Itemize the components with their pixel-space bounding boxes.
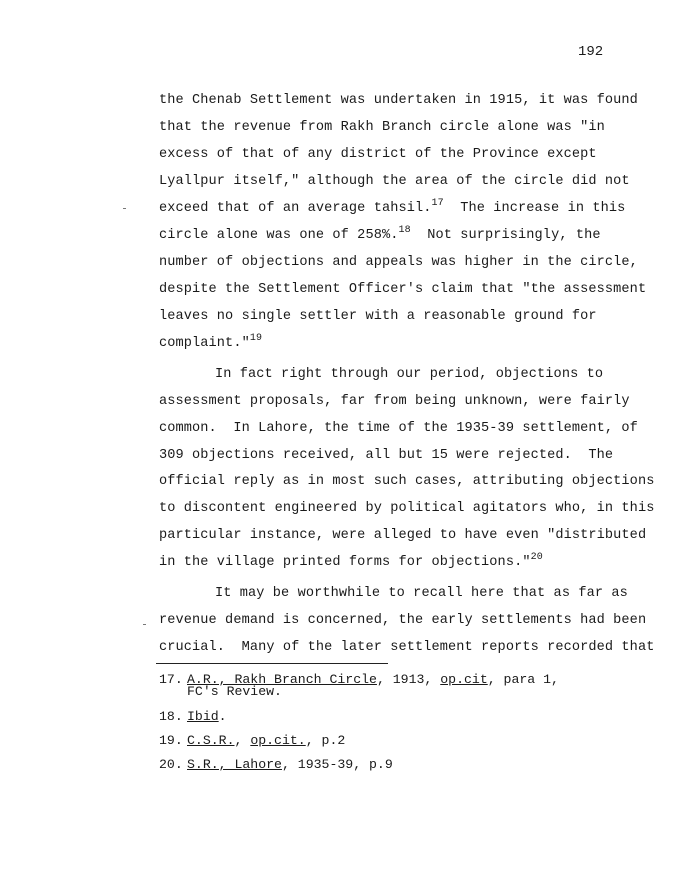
footnote-ref: 17 [431,198,444,209]
text-line: crucial. Many of the later settlement reports recorded that [159,640,655,655]
footnote-rule [156,663,388,664]
text-line: circle alone was one of 258%.$^{18}$ Not surprisingly, the [159,225,601,243]
footnote [159,709,227,724]
footnote [159,733,345,748]
footnote-number: 19. [159,733,183,748]
text-line: despite the Settlement Officer's claim that "the assessment [159,282,647,297]
text-line: It may be worthwhile to recall here that as far as [215,586,628,601]
citation-title: op.cit [440,672,488,687]
footnote-ref: 19 [249,333,263,344]
citation-title: A.R., Rakh Branch Circle [187,672,377,687]
footnote [159,757,393,772]
text-line: assessment proposals, far from being unknown, were fairly [159,394,630,409]
citation-title: Ibid [187,709,219,724]
footnote-number: 20. [159,757,183,772]
text-line: particular instance, were alleged to have even "distributed [159,528,647,543]
citation-text: , p.2 [305,733,346,748]
citation-title: C.S.R. [187,733,235,748]
text-line: leaves no single settler with a reasonable ground for [159,309,597,324]
text-line: official reply as in most such cases, attributing objections [159,474,655,489]
footnote-ref: 20 [530,552,543,563]
page-number: 192 [578,44,604,60]
citation-text: , 1913, [376,672,441,687]
text-line: the Chenab Settlement was undertaken in 1915, it was found [159,93,638,108]
footnote-continuation: FC's Review. [187,684,282,699]
citation-text: . [218,709,227,724]
citation-title: op.cit. [250,733,306,748]
text-line: number of objections and appeals was higher in the circle, [159,255,638,270]
text-line: that the revenue from Rakh Branch circle alone was "in [159,120,605,135]
citation-text: , para 1, [487,672,559,687]
text-line: common. In Lahore, the time of the 1935-39 settlement, of [159,421,638,436]
footnote-ref: 18 [398,225,411,236]
margin-mark [123,208,126,209]
text-line: revenue demand is concerned, the early settlements had been [159,613,647,628]
text-line: in the village printed forms for objections."$^{20}$ [159,552,543,570]
footnote-number: 18. [159,709,183,724]
text-line: excess of that of any district of the Province except [159,147,597,162]
margin-mark [143,624,146,625]
text-line: exceed that of an average tahsil.$^{17}$ The increase in this [159,198,626,216]
footnote [159,672,559,699]
citation-text: , 1935-39, p.9 [281,757,393,772]
text-line: complaint."$^{19}$ [159,333,263,351]
citation-text: , [234,733,251,748]
citation-title: S.R., Lahore [187,757,282,772]
text-line: 309 objections received, all but 15 were rejected. The [159,448,614,463]
text-line: Lyallpur itself," although the area of the circle did not [159,174,630,189]
text-line: In fact right through our period, objections to [215,367,604,382]
footnote-number: 17. [159,672,183,687]
text-line: to discontent engineered by political agitators who, in this [159,501,655,516]
